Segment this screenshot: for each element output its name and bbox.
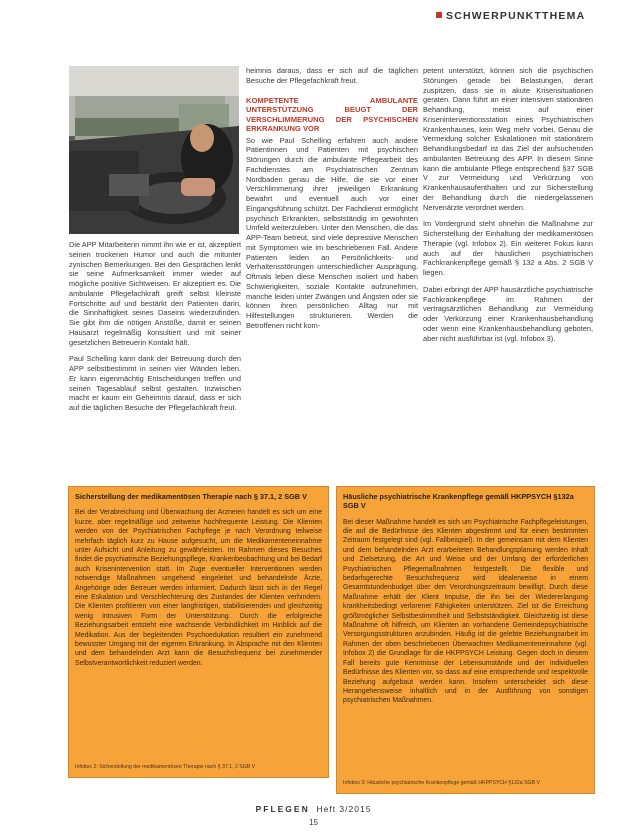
infobox-body: Bei der Verabreichung und Überwachung der Arzneien handelt es sich um eine kurze, aber regelmäßige und zeitweise hochfrequente Leistung. Die Klienten werden von der Psychiatrischen Fachpflege je nach Verordnung teilweise mehrfach täglich kurz zu Hause aufgesucht, um die Medikamenteneinnahme unter Aufsicht und Anleitung zu gewährleisten. Im Rahmen dieses Besuches findet die psychiatrische Beziehungspflege, Krankenbeobachtung und bei Bedarf auch Krisenintervention statt. Im Zuge eventueller Interventionen werden notwendige Maßnahmen umgehend eingeleitet und behandelnde Ärzte, Angehörige oder Betreuer werden informiert. Dadurch lässt sich in der Regel eine Eskalation und Verschlechterung des Zustandes der Klienten verhindern. Die Klienten profitieren von einer langfristigen, stabilisierenden und gleichzeitig wenig intrusiven Form der Unterstützung. Durch die erfolgreiche Beziehungsarbeit entsteht eine wachsende Verbindlichkeit im Hinblick auf die Medikation. Aus der begleitenden Psychoedukation resultiert ein zunehmend bewusster Umgang mit der eigenen Erkrankung. In Absprache mit den Klienten und dem behandelnden Arzt kann die Besuchsfrequenz bei zunehmender Selbstverantwortlichkeit reduziert werden. bbox=[75, 509, 322, 667]
page-footer bbox=[0, 804, 627, 814]
paragraph: Die APP Mitarbeiterin nimmt ihn wie er ist, akzeptiert seinen trockenen Humor und auch die mitunter zynischen Bemerkungen. Bei den Gesprächen lenkt sie seine Aufmerksamkeit immer wieder auf mögliche positive Sichtweisen. Er akzeptiert es. Die ambulante Pflegefachkraft greift selbst kleinste Fortschritte auf und bestärkt den Patienten darin, die Sinnhaftigkeit seines Daseins wiederzufinden. Sie gibt ihm die nötigen Anstöße, damit er seinen Hausarzt regelmäßig konsultiert und mit seiner gesetzlichen Betreuerin Kontakt hält. bbox=[69, 240, 241, 347]
column-3 bbox=[423, 66, 593, 350]
section-title: SCHWERPUNKTTHEMA bbox=[446, 10, 586, 22]
page-number: 15 bbox=[309, 818, 318, 827]
paragraph: Paul Schelling kann dank der Betreuung durch den APP selbstbestimmt in seinen vier Wänden leben. Er kann eigenmächtig Entscheidungen treffen und seinen Tagesablauf selbst gestalten. Inzwischen macht er kaum ein Geheimnis darauf, dass er sich auf die täglichen Besuche der Pflegefachkraft freut. bbox=[69, 354, 241, 412]
section-header bbox=[436, 10, 585, 22]
column-1 bbox=[69, 240, 241, 420]
infobox-caption: Infobox 3: Häusliche psychiatrische Krankenpflege gemäß HKPPSYCH §132a SGB V bbox=[343, 779, 540, 786]
paragraph: heimnis daraus, dass er sich auf die täglichen Besuche der Pflegefachkraft freut. bbox=[246, 66, 418, 85]
section-marker bbox=[436, 12, 442, 18]
paragraph: So wie Paul Schelling erfahren auch andere Patientinnen und Patienten mit psychischen Störungen durch die ambulante Pflegearbeit des Fachdienstes am Psychiatrischen Zentrum Nordbaden genau die Hilfe, die sie vor einer Verschlimmerung ihrer jeweiligen Erkrankung bewahrt und eventuell auch vor einer Eingangsführung schützt. Der Fachdienst ermöglicht psychisch Erkrankten, selbstständig im gewohnten Umfeld weiterzuleben. Unter den Menschen, die das APP-Team betreut, sind viele depressive Menschen mit Symptomen wie im beschriebenen Fall. Andere Patienten leiden an Persönlichkeits- und Verhaltensstörungen unterschiedlicher Ausprägung. Oftmals leben diese Menschen isoliert und haben Schwierigkeiten, soziale Kontakte aufzunehmen, manche leiden unter Zwängen und Ängsten oder sie können ihren persönlichen Alltag nur mit Hilfestellungen strukturieren. Werden die Betroffenen nicht kom- bbox=[246, 135, 418, 330]
car-interior-photo bbox=[69, 66, 239, 234]
paragraph: Dabei erbringt der APP hausärztliche psychiatrische Fachkrankenpflege im Rahmen der vertragsärztlichen Behandlung zur Vermeidung oder Verkürzung einer Krankenhausbehandlung oder wenn eine Krankenhausbehandlung geboten, aber nicht ausführbar ist (vgl. Infobox 3). bbox=[423, 284, 593, 343]
column-2 bbox=[246, 66, 418, 338]
article-photo bbox=[69, 66, 239, 234]
infobox-medication bbox=[68, 486, 329, 778]
magazine-name: PFLEGEN bbox=[255, 804, 310, 814]
subheading: KOMPETENTE AMBULANTE UNTERSTÜTZUNG BEUGT DER VERSCHLIMMERUNG DER PSYCHISCHEN ERKRANKUNG VOR bbox=[246, 95, 418, 133]
paragraph: Im Vordergrund steht ohnehin die Maßnahme zur Sicherstellung der Einhaltung der medikamentösen Therapie (vgl. Infobox 2). Ein weiterer Fokus kann auch auf der häuslichen psychiatrischen Fachkrankenpflege gemäß § 132 a Abs. 2 SGB V liegen. bbox=[423, 219, 593, 277]
infobox-title: Häusliche psychiatrische Krankenpflege gemäß HKPPSYCH §132a SGB V bbox=[343, 492, 574, 511]
issue-number: Heft 3/2015 bbox=[316, 804, 372, 814]
paragraph: petent unterstützt, können sich die psychischen Störungen gerade bei Belastungen, derart zuspitzen, dass sie in akute Krisensituationen geraten. Dann führt an einer intensiven stationären Behandlung, meist auf einer Kriseninterventionsstation eines Psychiatrischen Krankenhauses, kein Weg mehr vorbei. Genau die Vermeidung solcher Eskalationen mit stationärem Behandlungsbedarf ist das Ziel der aufsuchenden ambulanten Betreuung des APP. In diesem Sinne kann die ambulante Pflege entsprechend §37 SGB V zur Vermeidung und Verkürzung von Krankenhausaufenthalten und zur Sicherstellung der Behandlung durch die niedergelassenen Nervenärzte verordnet werden. bbox=[423, 66, 593, 212]
infobox-title: Sicherstellung der medikamentösen Therapie nach § 37.1, 2 SGB V bbox=[75, 492, 307, 501]
infobox-home-care bbox=[336, 486, 595, 794]
infobox-caption: Infobox 2: Sicherstellung der medikamentösen Therapie nach § 37.1, 2 SGB V bbox=[75, 763, 256, 770]
infobox-body: Bei dieser Maßnahme handelt es sich um Psychiatrische Fachpflegeleistungen, die auf die Bedürfnisse des Klienten abgestimmt und für einen bestimmten Zeitraum festgelegt sind (vgl. Fallbeispiel). In der gemeinsam mit dem Klienten und dem behandelnden Arzt erarbeiteten Behandlungsplanung werden Inhalt und Zielsetzung, die Art und Weise und der Umfang der erforderlichen Psychiatrischen Pflegemaßnahmen festgestellt. Die flexible und bedarfsgerechte Besuchsfrequenz wird idealerweise in einem Gesamtstundenbudget über den Verordnungszeitraum bewilligt. Durch diese Maßnahme erhält der Klient Impulse, die ihn bei der Wiedererlangung krankheitsbedingt verlorener Fähigkeiten unterstützen. Ziel ist die Erreichung größtmöglicher Selbstbestimmtheit und Selbstständigkeit. Gleichzeitig ist diese Maßnahme oft hilfreich, um Klienten an vorhandene Gemeindepsychiatrische Versorgungsstrukturen anzubinden. Häufig ist die gelebte Beziehungsarbeit im Rahmen der oben beschriebenen Überwachten Medikamenteneinnahme (vgl. Infobox 2) die Grundlage für die HKPPSYCH Leistung. Gegen doch in diesem Fall bereits gute Kenntnisse der Lebensumstände und der individuellen Bedürfnisse des Klienten vor, so dass auf eine entsprechende und respektvolle Beziehung aufgebaut werden kann. Insofern unterscheidet sich diese Herangehensweise inhaltlich und in der Ausführung von sonstigen psychiatrischen Maßnahmen. bbox=[343, 518, 588, 705]
